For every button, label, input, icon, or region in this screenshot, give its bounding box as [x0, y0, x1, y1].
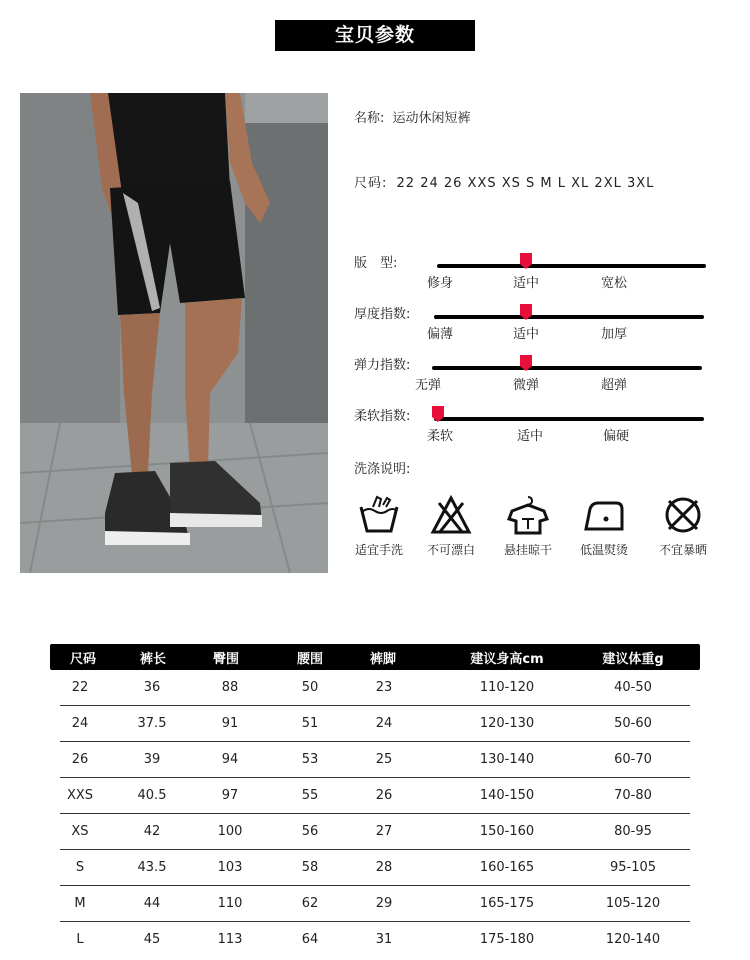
rating-scale-option: 偏薄	[426, 327, 453, 342]
rating-scale-option: 柔软	[426, 429, 453, 444]
rating-scale-option: 加厚	[600, 327, 627, 342]
table-cell: 150-160	[479, 824, 535, 839]
table-cell: 28	[375, 860, 393, 875]
rating-scale-option: 适中	[512, 327, 539, 342]
wash-label: 低温熨烫	[579, 543, 628, 557]
table-cell: XS	[71, 824, 89, 839]
rating-scale-label: 弹力指数:	[354, 358, 411, 373]
table-cell: 24	[375, 716, 393, 731]
hang-dry-icon	[506, 495, 550, 535]
wash-item-no-bleach	[416, 495, 486, 558]
low-iron-icon	[582, 495, 626, 535]
wash-item-hang-dry	[493, 495, 563, 558]
rating-scale-line	[437, 264, 706, 268]
table-cell: 94	[221, 752, 239, 767]
table-cell: 105-120	[605, 896, 661, 911]
rating-scale-marker	[519, 354, 533, 372]
section-title: 宝贝参数	[275, 20, 475, 51]
rating-scale	[354, 354, 714, 398]
table-cell: 39	[143, 752, 161, 767]
rating-scale-option: 微弹	[512, 378, 539, 393]
product-size-label: 尺码:	[354, 176, 388, 191]
rating-scale-marker	[519, 303, 533, 321]
wash-label: 悬挂晾干	[503, 543, 552, 557]
rating-scale-label: 厚度指数:	[354, 307, 411, 322]
no-sun-icon	[661, 495, 705, 535]
rating-scale-option: 偏硬	[602, 429, 629, 444]
rating-scale-line	[434, 417, 704, 421]
table-cell: 26	[375, 788, 393, 803]
table-cell: 110	[217, 896, 243, 911]
rating-scale-option: 适中	[516, 429, 543, 444]
table-cell: 56	[301, 824, 319, 839]
product-sizes	[354, 172, 654, 191]
table-cell: 40-50	[614, 680, 652, 695]
rating-scale	[354, 405, 714, 449]
table-cell: 31	[375, 932, 393, 947]
rating-scale-option: 适中	[512, 276, 539, 291]
table-cell: 88	[221, 680, 239, 695]
table-cell: 42	[143, 824, 161, 839]
table-cell: 22	[71, 680, 89, 695]
table-cell: 62	[301, 896, 319, 911]
rating-scale-option: 修身	[426, 276, 453, 291]
table-row	[60, 742, 690, 778]
size-table-header-cell: 尺码	[69, 652, 96, 667]
size-table-header-cell: 裤脚	[369, 652, 396, 667]
table-cell: 140-150	[479, 788, 535, 803]
rating-scale-marker	[431, 405, 445, 423]
table-cell: L	[76, 932, 84, 947]
table-cell: 44	[143, 896, 161, 911]
table-cell: M	[74, 896, 86, 911]
wash-label: 适宜手洗	[354, 543, 403, 557]
table-cell: 175-180	[479, 932, 535, 947]
table-cell: XXS	[66, 788, 94, 803]
table-cell: 103	[217, 860, 243, 875]
product-name-label: 名称:	[354, 111, 385, 126]
table-row	[60, 850, 690, 886]
table-cell: 100	[217, 824, 243, 839]
table-cell: 24	[71, 716, 89, 731]
rating-scale-line	[434, 315, 704, 319]
table-cell: 120-140	[605, 932, 661, 947]
table-cell: 97	[221, 788, 239, 803]
table-cell: 165-175	[479, 896, 535, 911]
rating-scale-label: 柔软指数:	[354, 409, 411, 424]
wash-item-hand-wash	[344, 495, 414, 558]
no-bleach-icon	[429, 495, 473, 535]
product-name-value: 运动休闲短裤	[392, 111, 471, 126]
table-cell: 95-105	[609, 860, 657, 875]
table-cell: 51	[301, 716, 319, 731]
table-cell: 60-70	[614, 752, 652, 767]
table-cell: 91	[221, 716, 239, 731]
hand-wash-icon	[357, 495, 401, 535]
rating-scale	[354, 303, 714, 347]
table-cell: 45	[143, 932, 161, 947]
rating-scale-option: 宽松	[600, 276, 627, 291]
wash-label: 不可漂白	[426, 543, 475, 557]
wash-label: 不宜暴晒	[658, 543, 707, 557]
table-row	[60, 814, 690, 850]
table-cell: 110-120	[479, 680, 535, 695]
rating-scale-label: 版 型:	[354, 256, 398, 271]
table-cell: 29	[375, 896, 393, 911]
rating-scale-option: 超弹	[600, 378, 627, 393]
table-cell: 55	[301, 788, 319, 803]
table-cell: 37.5	[137, 716, 167, 731]
size-table-header-cell: 建议体重g	[602, 652, 664, 667]
wash-item-low-iron	[569, 495, 639, 558]
rating-scale-marker	[519, 252, 533, 270]
washing-title: 洗涤说明:	[354, 462, 411, 477]
table-cell: 25	[375, 752, 393, 767]
rating-scale	[354, 252, 714, 296]
size-table-header-cell: 建议身高cm	[470, 652, 544, 667]
table-cell: 64	[301, 932, 319, 947]
table-row	[60, 706, 690, 742]
table-cell: 23	[375, 680, 393, 695]
wash-item-no-sun	[648, 495, 718, 558]
table-cell: 40.5	[137, 788, 167, 803]
table-cell: 58	[301, 860, 319, 875]
table-row	[60, 670, 690, 706]
table-cell: 53	[301, 752, 319, 767]
size-table-header-cell: 腰围	[296, 652, 323, 667]
table-cell: 80-95	[614, 824, 652, 839]
table-cell: 36	[143, 680, 161, 695]
table-cell: 120-130	[479, 716, 535, 731]
product-name	[354, 107, 471, 126]
table-cell: S	[75, 860, 85, 875]
rating-scale-line	[432, 366, 702, 370]
product-size-value: 22 24 26 XXS XS S M L XL 2XL 3XL	[396, 176, 655, 191]
size-table-header-cell: 臀围	[212, 652, 239, 667]
rating-scale-option: 无弹	[414, 378, 441, 393]
size-table-header-cell: 裤长	[139, 652, 166, 667]
table-cell: 27	[375, 824, 393, 839]
table-cell: 50	[301, 680, 319, 695]
table-cell: 113	[217, 932, 243, 947]
table-row	[60, 922, 690, 958]
table-cell: 160-165	[479, 860, 535, 875]
table-row	[60, 778, 690, 814]
size-table	[50, 644, 700, 958]
product-photo	[20, 93, 328, 573]
table-row	[60, 886, 690, 922]
table-cell: 70-80	[614, 788, 652, 803]
table-cell: 26	[71, 752, 89, 767]
table-cell: 43.5	[137, 860, 167, 875]
table-cell: 50-60	[614, 716, 652, 731]
size-table-header	[50, 644, 700, 670]
table-cell: 130-140	[479, 752, 535, 767]
